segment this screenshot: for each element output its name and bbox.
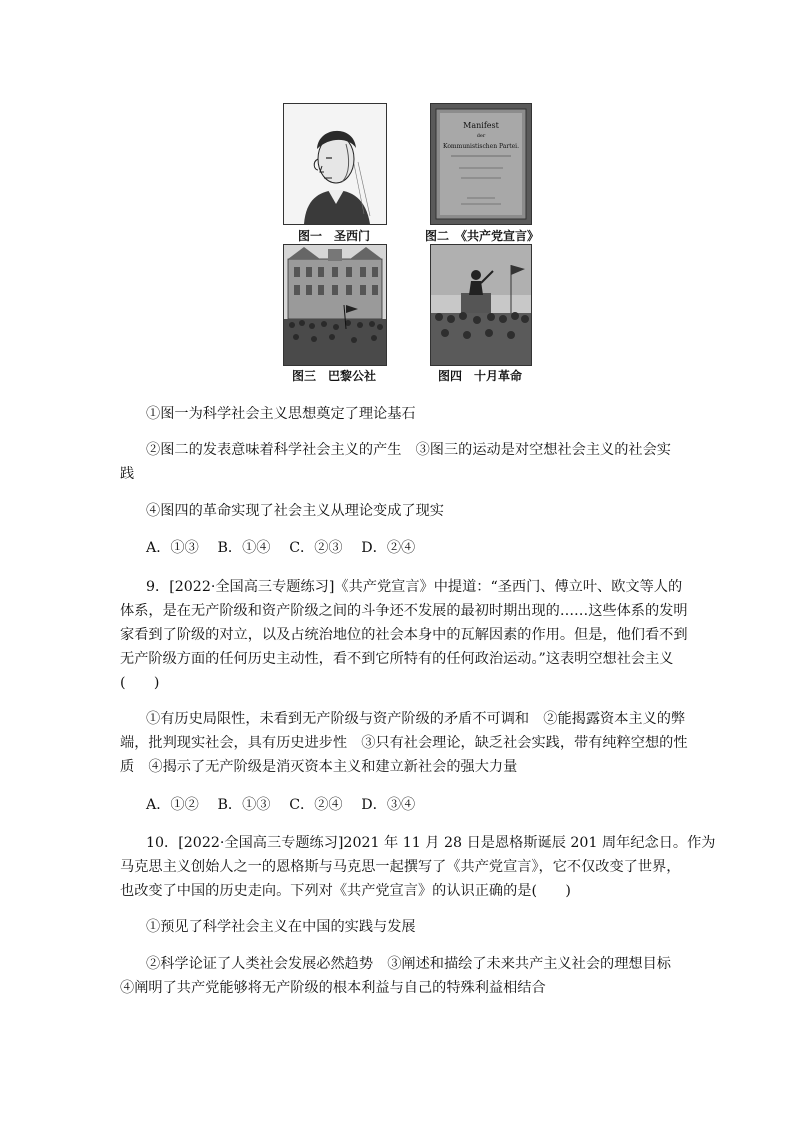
portrait-icon (284, 104, 386, 224)
q9-options-line-3: 质 ④揭示了无产阶级是消灭资本主义和建立新社会的强大力量 (120, 759, 518, 775)
figure-october-revolution (430, 244, 532, 366)
q10-stem-line-3: 也改变了中国的历史走向。下列对《共产党宣言》的认识正确的是( ) (120, 883, 571, 899)
q8-option-3-cont: 践 (120, 466, 135, 482)
q8-option-1: ①图一为科学社会主义思想奠定了理论基石 (146, 406, 416, 422)
cover-line-3: Kommunistischen Partei. (443, 143, 519, 150)
cover-line-2: der (476, 133, 486, 139)
q10-stem-line-2: 马克思主义创始人之一的恩格斯与马克思一起撰写了《共产党宣言》，它不仅改变了世界， (120, 859, 681, 875)
q8-option-4: ④图四的革命实现了社会主义从理论变成了现实 (146, 503, 444, 519)
crowd-scene-icon (284, 245, 386, 365)
speech-scene-icon (431, 245, 531, 365)
q10-option-2-3: ②科学论证了人类社会发展必然趋势 ③阐述和描绘了未来共产主义社会的理想目标 (146, 956, 671, 972)
q10-option-1: ①预见了科学社会主义在中国的实践与发展 (146, 919, 416, 935)
figure-paris-commune (283, 244, 387, 366)
figure-saint-simon (283, 103, 387, 225)
figure-1-caption: 图一 圣西门 (297, 229, 370, 243)
cover-line-1: Manifest (463, 121, 499, 130)
q9-choices: A．①② B．①③ C．②④ D．③④ (146, 797, 416, 813)
q9-options-line-2: 端，批判现实社会，具有历史进步性 ③只有社会理论，缺乏社会实践，带有纯粹空想的性 (120, 735, 688, 751)
book-cover-icon (431, 104, 531, 224)
q9-stem-line-1: 9．[2022·全国高三专题练习]《共产党宣言》中提道：“圣西门、傅立叶、欧文等人的 (146, 579, 683, 595)
q8-option-2-3: ②图二的发表意味着科学社会主义的产生 ③图三的运动是对空想社会主义的社会实 (146, 442, 671, 458)
q10-stem-line-1: 10．[2022·全国高三专题练习]2021 年 11 月 28 日是恩格斯诞辰 201 周年纪念日。作为 (146, 835, 716, 851)
q9-stem-line-5: ( ) (120, 675, 160, 691)
q9-stem-line-4: 无产阶级方面的任何历史主动性，看不到它所特有的任何政治运动。”这表明空想社会主义 (120, 651, 674, 667)
q9-options-line-1: ①有历史局限性，未看到无产阶级与资产阶级的矛盾不可调和 ②能揭露资本主义的弊 (146, 711, 686, 727)
figure-4-caption: 图四 十月革命 (437, 369, 522, 383)
figure-manifesto (430, 103, 532, 225)
q8-choices: A．①③ B．①④ C．②③ D．②④ (146, 540, 416, 556)
q10-option-4: ④阐明了共产党能够将无产阶级的根本利益与自己的特殊利益相结合 (120, 980, 546, 996)
figure-3-caption: 图三 巴黎公社 (291, 369, 376, 383)
q9-stem-line-2: 体系，是在无产阶级和资产阶级之间的斗争还不发展的最初时期出现的……这些体系的发明 (120, 603, 688, 619)
figure-2-caption: 图二 《共产党宣言》 (424, 229, 539, 243)
q9-stem-line-3: 家看到了阶级的对立，以及占统治地位的社会本身中的瓦解因素的作用。但是，他们看不到 (120, 627, 688, 643)
